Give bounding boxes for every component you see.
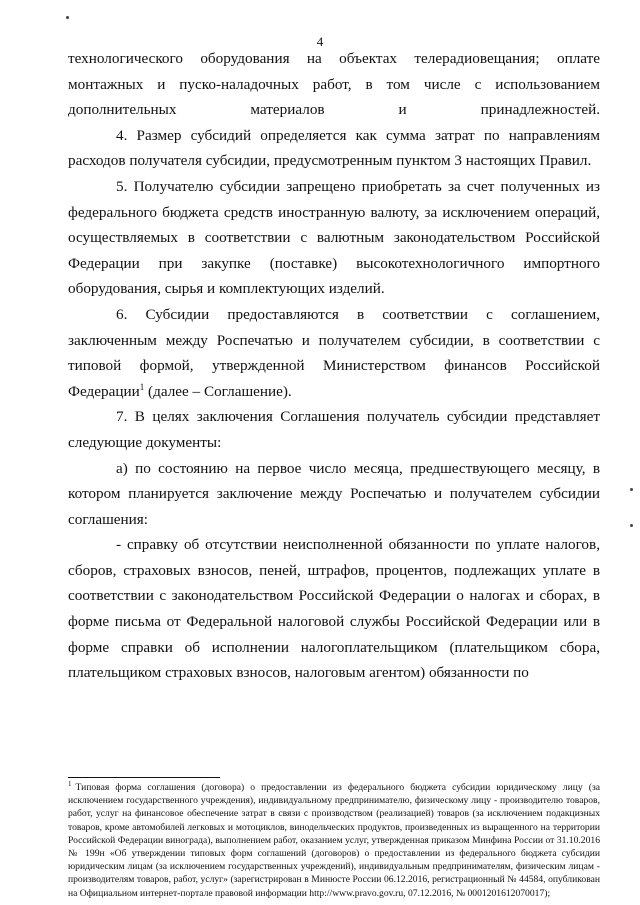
paragraph-6 [68, 302, 600, 404]
paragraph-6-text: 6. Субсидии предоставляются в соответствии с соглашением, заключенным между Роспечатью и получателем субсидии, в соответствии с типовой формой, утвержденной Министерством финансов Российской Федерации [68, 305, 600, 400]
footnote-text: Типовая форма соглашения (договора) о предоставлении из федерального бюджета субсидии юридическому лицу (за исключением государственного учреждения), индивидуальному предпринимателю, физическому лицу - производителю товаров, работ, услуг на финансовое обеспечение затрат в связи с производством (реализацией) товаров (за исключением подакцизных товаров, кроме автомобилей легковых и мотоциклов, винодельческих продуктов, произведенных из выращенного на территории Российской Федерации винограда), выполнением работ, оказанием услуг, утвержденная приказом Минфина России от 31.10.2016 № 199н «Об утверждении типовых форм соглашений (договоров) о предоставлении из федерального бюджета субсидии юридическим лицам (за исключением государственных учреждений), индивидуальным предпринимателям, физическим лицам - производителям товаров, работ, услуг» (зарегистрирован в Минюсте России 06.12.2016, регистрационный № 44584, опубликован на Официальном интернет-портале правовой информации http://www.pravo.gov.ru, 07.12.2016, № 0001201612070017); [68, 782, 600, 899]
paragraph-continuation: технологического оборудования на объектах телерадиовещания; оплате монтажных и пуско-наладочных работ, в том числе с использованием дополнительных материалов и принадлежностей. [68, 50, 600, 119]
paragraph-6-text-end: (далее – Соглашение). [144, 382, 292, 400]
page-number: 4 [316, 34, 324, 49]
paragraph-7: 7. В целях заключения Соглашения получатель субсидии представляет следующие документы: [68, 408, 600, 451]
scan-speck [630, 524, 633, 527]
document-body [68, 46, 600, 686]
scan-speck [630, 488, 633, 491]
paragraph-5: 5. Получателю субсидии запрещено приобретать за счет полученных из федерального бюджета средств иностранную валюту, за исключением операций, осуществляемых в соответствии с валютным законодательством Российской Федерации при закупке (поставке) высокотехнологичного импортного оборудования, сырья и комплектующих изделий. [68, 177, 600, 298]
paragraph-4: 4. Размер субсидий определяется как сумма затрат по направлениям расходов получателя субсидии, предусмотренным пунктом 3 настоящих Правил. [68, 126, 600, 170]
footnote-reference: 1 [139, 381, 145, 392]
footnote [68, 781, 600, 900]
scan-speck [66, 16, 69, 19]
footnote-mark: 1 [68, 779, 72, 788]
subparagraph-a: а) по состоянию на первое число месяца, предшествующего месяцу, в котором планируется заключение между Роспечатью и получателем субсидии соглашения: [68, 459, 600, 528]
footnote-divider [68, 777, 220, 778]
list-item-tax-certificate: - справку об отсутствии неисполненной обязанности по уплате налогов, сборов, страховых взносов, пеней, штрафов, процентов, подлежащих уплате в соответствии с законодательством Российской Федерации о налогах и сборах, в форме письма от Федеральной налоговой службы Российской Федерации или в форме справки об исполнении налогоплательщиком (плательщиком сбора, плательщиком страховых взносов, налоговым агентом) обязанности по [68, 536, 600, 682]
